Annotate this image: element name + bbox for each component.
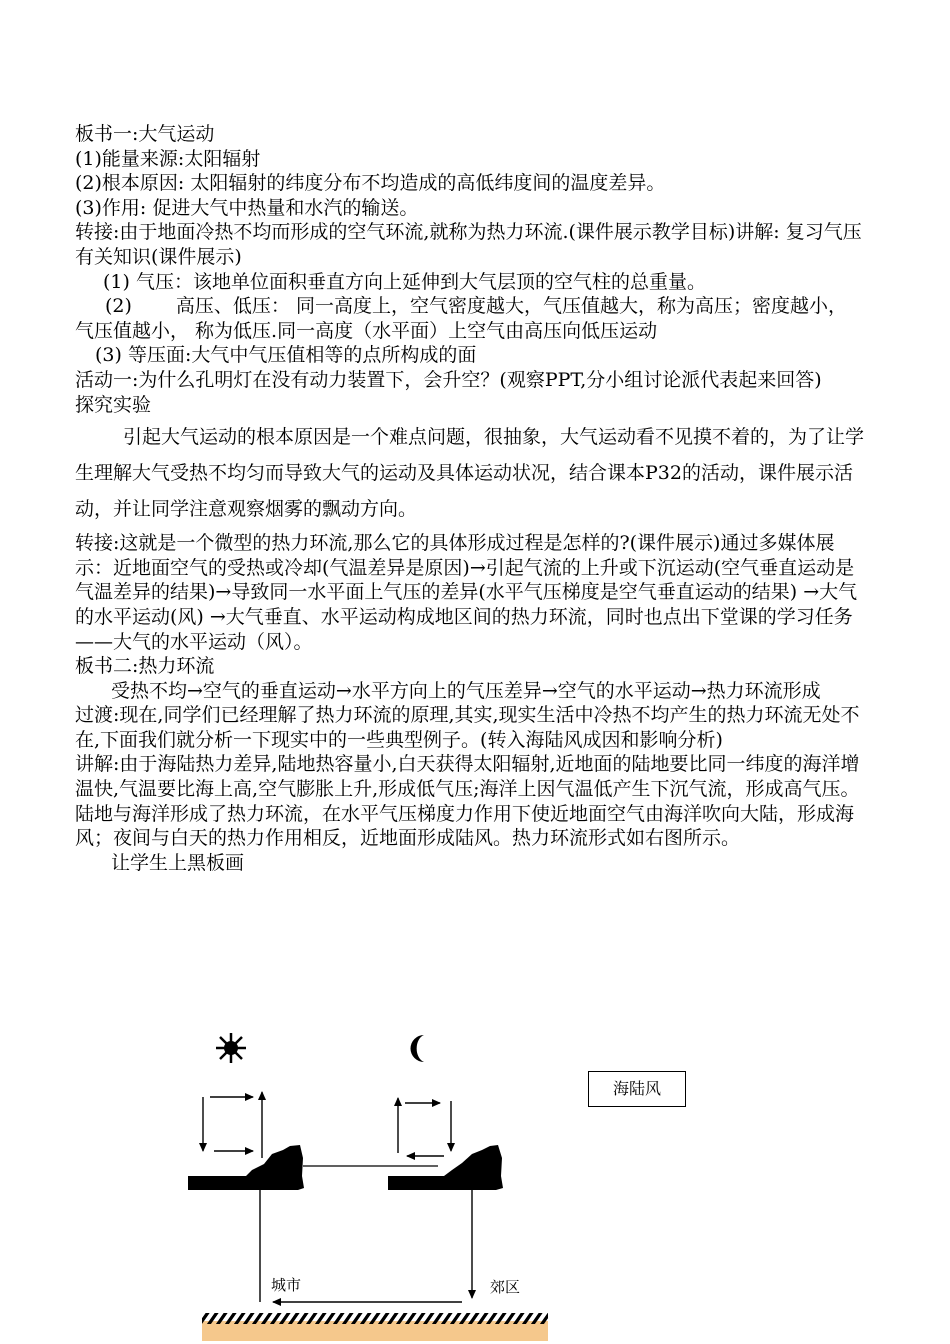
experiment-paragraph: 引起大气运动的根本原因是一个难点问题，很抽象，大气运动看不见摸不着的，为了让学生理解大气受热不均匀而导致大气的运动及具体运动状况，结合课本P32的活动，课件展示活动，并让同学注意观察烟雾的飘动方向。 xyxy=(75,426,865,521)
transition-to-sea-land-paragraph: 过渡:现在,同学们已经理解了热力环流的原理,其实,现实生活中冷热不均产生的热力环流无处不在,下面我们就分析一下现实中的一些典型例子。(转入海陆风成因和影响分析) xyxy=(75,704,860,751)
circulation-chain-line: 受热不均→空气的垂直运动→水平方向上的气压差异→空气的水平运动→热力环流形成 xyxy=(111,679,821,702)
day-circulation xyxy=(203,1092,262,1158)
air-pressure-line: (1) 气压：该地单位面积垂直方向上延伸到大气层顶的空气柱的总重量。 xyxy=(103,270,706,293)
high-low-pressure-text: 高压、低压： 同一高度上，空气密度越大，气压值越大，称为高压；密度越小， 气压值越小， 称为低压.同一高度（水平面）上空气由高压向低压运动 xyxy=(75,295,847,342)
day-land-sea-shape xyxy=(188,1145,304,1190)
night-circulation xyxy=(398,1098,451,1156)
moon-icon xyxy=(411,1035,425,1062)
sea-land-explanation-paragraph: 讲解:由于海陆热力差异,陆地热容量小,白天获得太阳辐射,近地面的陆地要比同一纬度的海洋增温快,气温要比海上高,空气膨胀上升,形成低气压;海洋上因气温低产生下沉气流，形成高气压。陆地与海洋形成了热力环流，在水平气压梯度力作用下使近地面空气由海洋吹向大陆，形成海风；夜间与白天的热力作用相反，近地面形成陆风。热力环流形式如右图所示。 xyxy=(75,753,860,850)
energy-source-line: (1)能量来源:太阳辐射 xyxy=(75,147,261,170)
city-label: 城市 xyxy=(271,1276,302,1294)
isobaric-surface-line: (3) 等压面:大气中气压值相等的点所构成的面 xyxy=(95,344,477,367)
ground-hatching xyxy=(202,1313,548,1324)
blackboard-drawing-line: 让学生上黑板画 xyxy=(111,851,245,874)
suburb-label: 郊区 xyxy=(490,1278,521,1296)
item-number: (2) xyxy=(105,295,132,318)
night-land-sea-shape xyxy=(388,1145,503,1190)
heading-board-1: 板书一:大气运动 xyxy=(75,123,215,145)
heading-board-2: 板书二:热力环流 xyxy=(75,655,215,678)
document-body xyxy=(75,122,865,875)
root-cause-line: (2)根本原因: 太阳辐射的纬度分布不均造成的高低纬度间的温度差异。 xyxy=(75,172,666,195)
multimedia-paragraph: 转接:这就是一个微型的热力环流,那么它的具体形成过程是怎样的?(课件展示)通过多媒体展示：近地面空气的受热或冷却(气温差异是原因)→引起气流的上升或下沉运动(空气垂直运动是气温差异的结果)→导致同一水平面上气压的差异(水平气压梯度是空气垂直运动的结果) →大气的水平运动(风) →大气垂直、水平运动构成地区间的热力环流，同时也点出下堂课的学习任务——大气的水平运动（风）。 xyxy=(75,532,858,653)
sun-icon xyxy=(216,1033,246,1063)
transition-paragraph: 转接:由于地面冷热不均而形成的空气环流,就称为热力环流.(课件展示教学目标)讲解: 复习气压有关知识(课件展示) xyxy=(75,221,862,268)
high-low-pressure-paragraph xyxy=(75,294,865,343)
experiment-heading: 探究实验 xyxy=(75,393,152,416)
effect-line: (3)作用: 促进大气中热量和水汽的输送。 xyxy=(75,196,419,219)
sea-land-breeze-diagram xyxy=(0,1000,950,1344)
legend-sea-land-breeze: 海陆风 xyxy=(588,1071,686,1107)
activity-one-paragraph: 活动一:为什么孔明灯在没有动力装置下，会升空？(观察PPT,分小组讨论派代表起来回答) xyxy=(75,368,822,391)
